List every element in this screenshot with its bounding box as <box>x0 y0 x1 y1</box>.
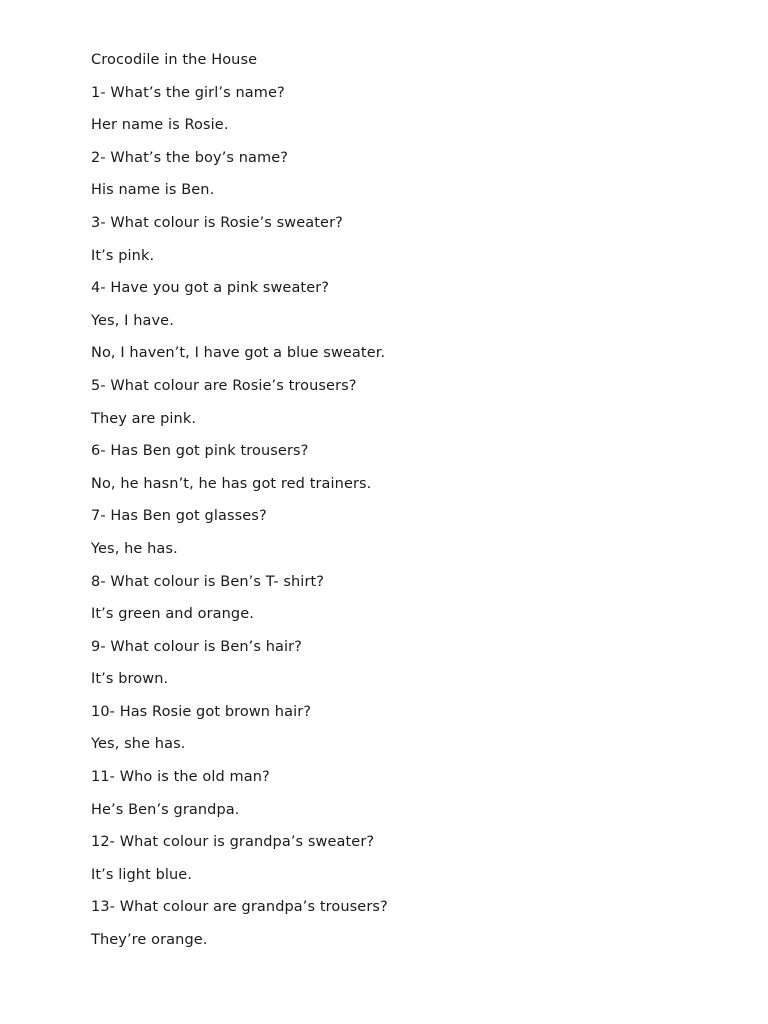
question-9: 9- What colour is Ben’s hair? <box>91 638 302 655</box>
answer-12: It’s light blue. <box>91 866 193 883</box>
answer-1: Her name is Rosie. <box>91 117 229 134</box>
answer-5: They are pink. <box>91 410 197 427</box>
question-3: 3- What colour is Rosie’s sweater? <box>91 214 343 231</box>
question-10: 10- Has Rosie got brown hair? <box>91 703 312 720</box>
question-12: 12- What colour is grandpa’s sweater? <box>91 834 375 851</box>
answer-13: They’re orange. <box>91 932 208 949</box>
question-7: 7- Has Ben got glasses? <box>91 508 267 525</box>
question-4: 4- Have you got a pink sweater? <box>91 280 330 297</box>
answer-3: It’s pink. <box>91 247 155 264</box>
answer-11: He’s Ben’s grandpa. <box>91 801 240 818</box>
question-6: 6- Has Ben got pink trousers? <box>91 443 309 460</box>
document-body <box>91 49 731 962</box>
answer-6: No, he hasn’t, he has got red trainers. <box>91 475 372 492</box>
answer-8: It’s green and orange. <box>91 606 254 623</box>
question-8: 8- What colour is Ben’s T- shirt? <box>91 573 325 590</box>
document-title: Crocodile in the House <box>91 52 258 68</box>
answer-7: Yes, he has. <box>91 540 178 557</box>
question-1: 1- What’s the girl’s name? <box>91 84 285 101</box>
answer-4b: No, I haven’t, I have got a blue sweater. <box>91 345 386 362</box>
question-11: 11- Who is the old man? <box>91 769 270 786</box>
answer-4a: Yes, I have. <box>91 312 174 329</box>
question-13: 13- What colour are grandpa’s trousers? <box>91 899 388 916</box>
question-5: 5- What colour are Rosie’s trousers? <box>91 377 357 394</box>
question-2: 2- What’s the boy’s name? <box>91 149 289 166</box>
answer-9: It’s brown. <box>91 671 169 688</box>
answer-10: Yes, she has. <box>91 736 186 753</box>
answer-2: His name is Ben. <box>91 182 215 199</box>
